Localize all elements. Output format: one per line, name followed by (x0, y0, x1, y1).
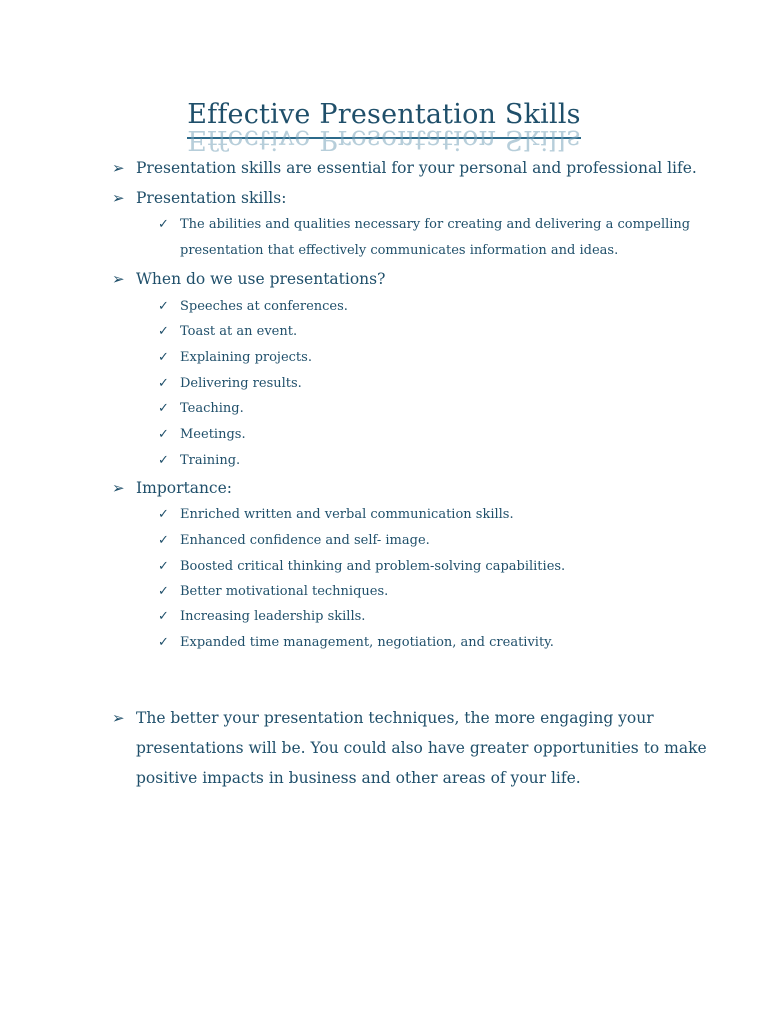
use-text: Speeches at conferences. (180, 299, 348, 314)
definition-line: The abilities and qualities necessary for creating and delivering a compelling (180, 217, 691, 232)
bullet-text: When do we use presentations? (136, 270, 386, 288)
bullet-text: Presentation skills are essential for your personal and professional life. (136, 159, 697, 177)
check-bullet-icon: ✓ (158, 401, 169, 416)
arrow-bullet-icon: ➢ (112, 189, 125, 207)
check-bullet-icon: ✓ (158, 217, 169, 232)
arrow-bullet-icon: ➢ (112, 709, 125, 727)
use-text: Toast at an event. (180, 324, 298, 339)
importance-text: Enriched written and verbal communication skills. (180, 507, 514, 522)
arrow-bullet-icon: ➢ (112, 479, 125, 497)
use-text: Training. (180, 453, 241, 468)
check-bullet-icon: ✓ (158, 507, 169, 522)
check-bullet-icon: ✓ (158, 584, 169, 599)
check-bullet-icon: ✓ (158, 533, 169, 548)
importance-text: Expanded time management, negotiation, and creativity. (180, 635, 554, 650)
closing-line: presentations will be. You could also have greater opportunities to make (136, 739, 707, 757)
check-bullet-icon: ✓ (158, 427, 169, 442)
check-bullet-icon: ✓ (158, 635, 169, 650)
closing-line: The better your presentation techniques, the more engaging your (136, 709, 654, 727)
check-bullet-icon: ✓ (158, 559, 169, 574)
closing-line: positive impacts in business and other areas of your life. (136, 769, 581, 787)
check-bullet-icon: ✓ (158, 609, 169, 624)
check-bullet-icon: ✓ (158, 453, 169, 468)
title-underline (187, 137, 580, 139)
arrow-bullet-icon: ➢ (112, 159, 125, 177)
use-text: Delivering results. (180, 376, 302, 391)
use-text: Meetings. (180, 427, 246, 442)
title-area (0, 98, 768, 155)
use-text: Teaching. (180, 401, 244, 416)
page-title-text: Effective Presentation Skills (187, 99, 581, 130)
importance-text: Better motivational techniques. (180, 584, 389, 599)
title-reflection-text: Effective Presentation Skills (187, 124, 581, 155)
bullet-text: Presentation skills: (136, 189, 287, 207)
bullet-text: Importance: (136, 479, 233, 497)
page-title (187, 98, 581, 155)
use-text: Explaining projects. (180, 350, 312, 365)
check-bullet-icon: ✓ (158, 324, 169, 339)
arrow-bullet-icon: ➢ (112, 270, 125, 288)
check-bullet-icon: ✓ (158, 299, 169, 314)
check-bullet-icon: ✓ (158, 376, 169, 391)
importance-text: Increasing leadership skills. (180, 609, 366, 624)
importance-text: Boosted critical thinking and problem-solving capabilities. (180, 559, 566, 574)
importance-text: Enhanced confidence and self- image. (180, 533, 430, 548)
definition-line: presentation that effectively communicates information and ideas. (180, 243, 619, 258)
check-bullet-icon: ✓ (158, 350, 169, 365)
